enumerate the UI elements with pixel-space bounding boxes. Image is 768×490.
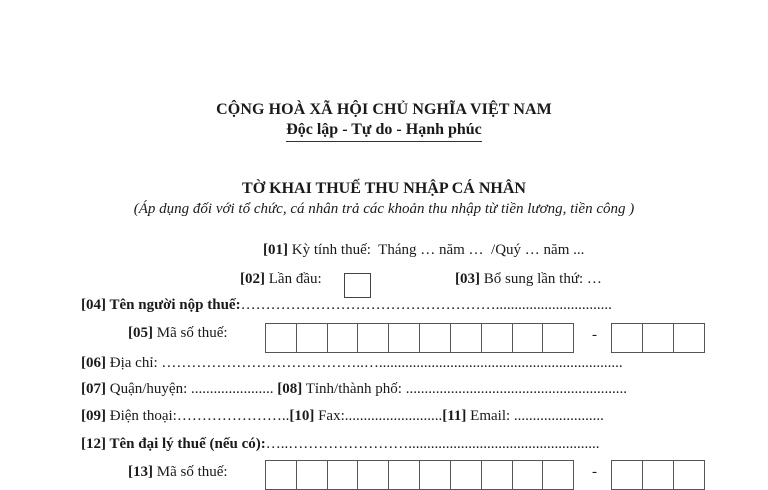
- field-code: [09]: [81, 408, 106, 424]
- tax-code-cell[interactable]: [481, 323, 513, 353]
- field-label: Quận/huyện:: [106, 381, 191, 397]
- tax-code-cell[interactable]: [296, 323, 328, 353]
- tax-code-branch-cell[interactable]: [611, 323, 643, 353]
- tax-code-cell[interactable]: [327, 323, 359, 353]
- motto-container: [0, 121, 768, 142]
- form-subtitle: (Áp dụng đối với tổ chức, cá nhân trả các khoản thu nhập từ tiền lương, tiền công ): [133, 201, 635, 217]
- field-code: [13]: [128, 464, 153, 480]
- email-fill[interactable]: ........................: [513, 408, 604, 424]
- phone-fill[interactable]: …………………..: [176, 408, 290, 424]
- agent-tax-code-cell[interactable]: [512, 460, 544, 490]
- fill-dots: …………………………………..….................................................................: [161, 355, 623, 371]
- fax-fill[interactable]: ..........................: [344, 408, 443, 424]
- field-code: [04]: [81, 297, 106, 313]
- fill-dots: ……………………………………………...............................: [240, 297, 612, 313]
- field-06-address[interactable]: [81, 355, 623, 372]
- national-title: CỘNG HOÀ XÃ HỘI CHỦ NGHĨA VIỆT NAM: [216, 101, 552, 118]
- agent-tax-code-cell[interactable]: [327, 460, 359, 490]
- tax-code-branch-cells: [611, 323, 703, 353]
- tax-code-cell[interactable]: [265, 323, 297, 353]
- tax-code-separator: -: [592, 327, 597, 343]
- tax-code-cell[interactable]: [542, 323, 574, 353]
- agent-tax-code-cell[interactable]: [542, 460, 574, 490]
- agent-tax-code-cell[interactable]: [265, 460, 297, 490]
- field-label: Tỉnh/thành phố:: [302, 381, 406, 397]
- tax-code-cell[interactable]: [450, 323, 482, 353]
- national-motto: Độc lập - Tự do - Hạnh phúc: [286, 121, 482, 142]
- tax-code-cell[interactable]: [512, 323, 544, 353]
- field-value: Tháng … năm … /Quý … năm ...: [370, 242, 585, 258]
- tax-code-cell[interactable]: [388, 323, 420, 353]
- agent-tax-code-branch-cell[interactable]: [642, 460, 674, 490]
- field-label: Điện thoại:: [106, 408, 177, 424]
- field-label: Bổ sung lần thứ: …: [480, 271, 602, 287]
- field-02-first-time: [240, 271, 322, 288]
- field-label: Địa chỉ:: [106, 355, 162, 371]
- field-05-label: [128, 325, 228, 342]
- field-code: [05]: [128, 325, 153, 341]
- field-12-tax-agent-name[interactable]: [81, 436, 599, 453]
- field-04-taxpayer-name[interactable]: [81, 297, 612, 314]
- agent-tax-code-cell[interactable]: [357, 460, 389, 490]
- field-label: Lần đầu:: [265, 271, 322, 287]
- agent-tax-code-separator: -: [592, 464, 597, 480]
- fill-dots: …..……………………...................................................: [265, 436, 600, 452]
- field-03-supplement: [455, 271, 602, 288]
- field-label: Email:: [466, 408, 514, 424]
- first-time-checkbox[interactable]: [344, 273, 371, 298]
- district-fill[interactable]: ......................: [190, 381, 274, 397]
- field-label: Mã số thuế:: [153, 464, 228, 480]
- agent-tax-code-cell[interactable]: [481, 460, 513, 490]
- agent-tax-code-cell[interactable]: [419, 460, 451, 490]
- tax-code-branch-cell[interactable]: [642, 323, 674, 353]
- field-label: Kỳ tính thuế:: [288, 242, 371, 258]
- field-13-label: [128, 464, 228, 481]
- agent-tax-code-cell[interactable]: [450, 460, 482, 490]
- agent-tax-code-cell[interactable]: [388, 460, 420, 490]
- field-code: [10]: [289, 408, 315, 424]
- form-title: TỜ KHAI THUẾ THU NHẬP CÁ NHÂN: [242, 180, 526, 197]
- agent-tax-code-branch-cell[interactable]: [611, 460, 643, 490]
- field-01-tax-period: [263, 242, 584, 259]
- province-fill[interactable]: ...........................................................: [405, 381, 627, 397]
- agent-tax-code-cell[interactable]: [296, 460, 328, 490]
- field-09-11-contact: [81, 408, 604, 425]
- field-code: [06]: [81, 355, 106, 371]
- field-label: Tên người nộp thuế:: [106, 297, 241, 313]
- field-code: [12]: [81, 436, 106, 452]
- field-label: Tên đại lý thuế (nếu có):: [106, 436, 266, 452]
- tax-code-cell[interactable]: [419, 323, 451, 353]
- agent-tax-code-main-cells: [265, 460, 573, 490]
- field-code: [02]: [240, 271, 265, 287]
- field-label: Mã số thuế:: [153, 325, 228, 341]
- tax-code-cell[interactable]: [357, 323, 389, 353]
- field-code: [01]: [263, 242, 288, 258]
- tax-code-branch-cell[interactable]: [673, 323, 705, 353]
- field-07-08-district-province: [81, 381, 627, 398]
- field-label: Fax:: [314, 408, 345, 424]
- field-code: [03]: [455, 271, 480, 287]
- agent-tax-code-branch-cell[interactable]: [673, 460, 705, 490]
- tax-code-main-cells: [265, 323, 573, 353]
- agent-tax-code-branch-cells: [611, 460, 703, 490]
- field-code: [07]: [81, 381, 106, 397]
- field-code: [08]: [277, 381, 303, 397]
- field-code: [11]: [442, 408, 467, 424]
